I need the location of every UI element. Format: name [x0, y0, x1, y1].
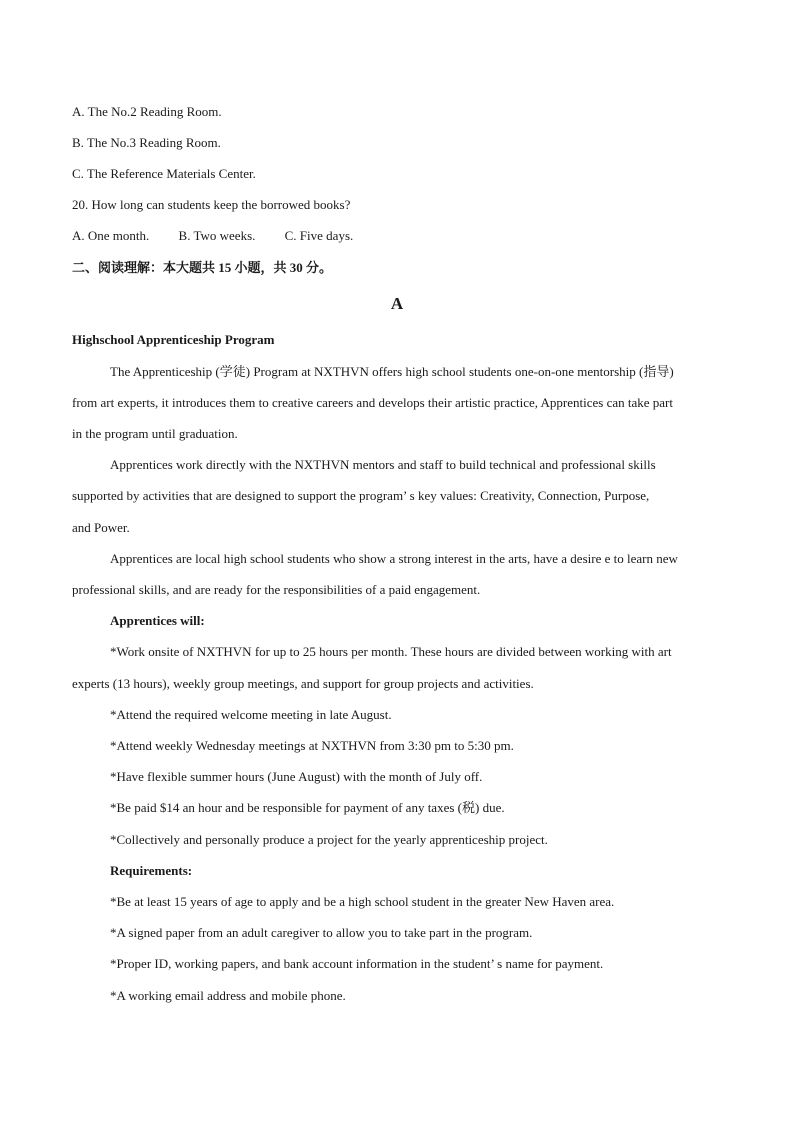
will-item-1-line-1: *Work onsite of NXTHVN for up to 25 hours per month. These hours are divided between working with art [110, 644, 672, 659]
option-b: B. The No.3 Reading Room. [72, 135, 221, 150]
will-item-6: *Collectively and personally produce a project for the yearly apprenticeship project. [110, 832, 548, 847]
paragraph-2-line-1: Apprentices work directly with the NXTHVN mentors and staff to build technical and professional skills [110, 457, 656, 472]
requirement-4: *A working email address and mobile phone. [110, 988, 346, 1003]
passage-label: A [390, 294, 404, 313]
paragraph-1-line-3: in the program until graduation. [72, 426, 238, 441]
paragraph-3-line-1: Apprentices are local high school students who show a strong interest in the arts, have a desire e to learn new [110, 551, 678, 566]
will-item-5: *Be paid $14 an hour and be responsible for payment of any taxes (税) due. [110, 800, 505, 815]
passage-title: Highschool Apprenticeship Program [72, 332, 275, 347]
q20-option-a: A. One month. [72, 228, 150, 243]
will-item-2: *Attend the required welcome meeting in late August. [110, 707, 392, 722]
question-20-options [72, 227, 353, 245]
requirement-3: *Proper ID, working papers, and bank account information in the student’ s name for payment. [110, 956, 604, 971]
paragraph-2-line-2: supported by activities that are designed to support the program’ s key values: Creativity, Connection, Purpose, [72, 488, 650, 503]
requirements-heading: Requirements: [110, 863, 193, 878]
paragraph-3-line-2: professional skills, and are ready for the responsibilities of a paid engagement. [72, 582, 481, 597]
paragraph-1-line-2: from art experts, it introduces them to creative careers and develops their artistic practice, Apprentices can take part [72, 395, 673, 410]
requirement-2: *A signed paper from an adult caregiver to allow you to take part in the program. [110, 925, 533, 940]
will-item-3: *Attend weekly Wednesday meetings at NXTHVN from 3:30 pm to 5:30 pm. [110, 738, 514, 753]
section-heading: 二、阅读理解：本大题共 15 小题，共 30 分。 [72, 260, 333, 275]
requirement-1: *Be at least 15 years of age to apply and be a high school student in the greater New Haven area. [110, 894, 615, 909]
question-20: 20. How long can students keep the borrowed books? [72, 197, 351, 212]
paragraph-1-line-1: The Apprenticeship (学徒) Program at NXTHVN offers high school students one-on-one mentorship (指导) [110, 364, 674, 379]
will-item-1-line-2: experts (13 hours), weekly group meetings, and support for group projects and activities. [72, 676, 534, 691]
q20-option-c: C. Five days. [284, 228, 354, 243]
option-c: C. The Reference Materials Center. [72, 166, 256, 181]
apprentices-will-heading: Apprentices will: [110, 613, 205, 628]
paragraph-2-line-3: and Power. [72, 520, 130, 535]
option-a: A. The No.2 Reading Room. [72, 104, 222, 119]
q20-option-b: B. Two weeks. [178, 228, 256, 243]
will-item-4: *Have flexible summer hours (June August) with the month of July off. [110, 769, 483, 784]
